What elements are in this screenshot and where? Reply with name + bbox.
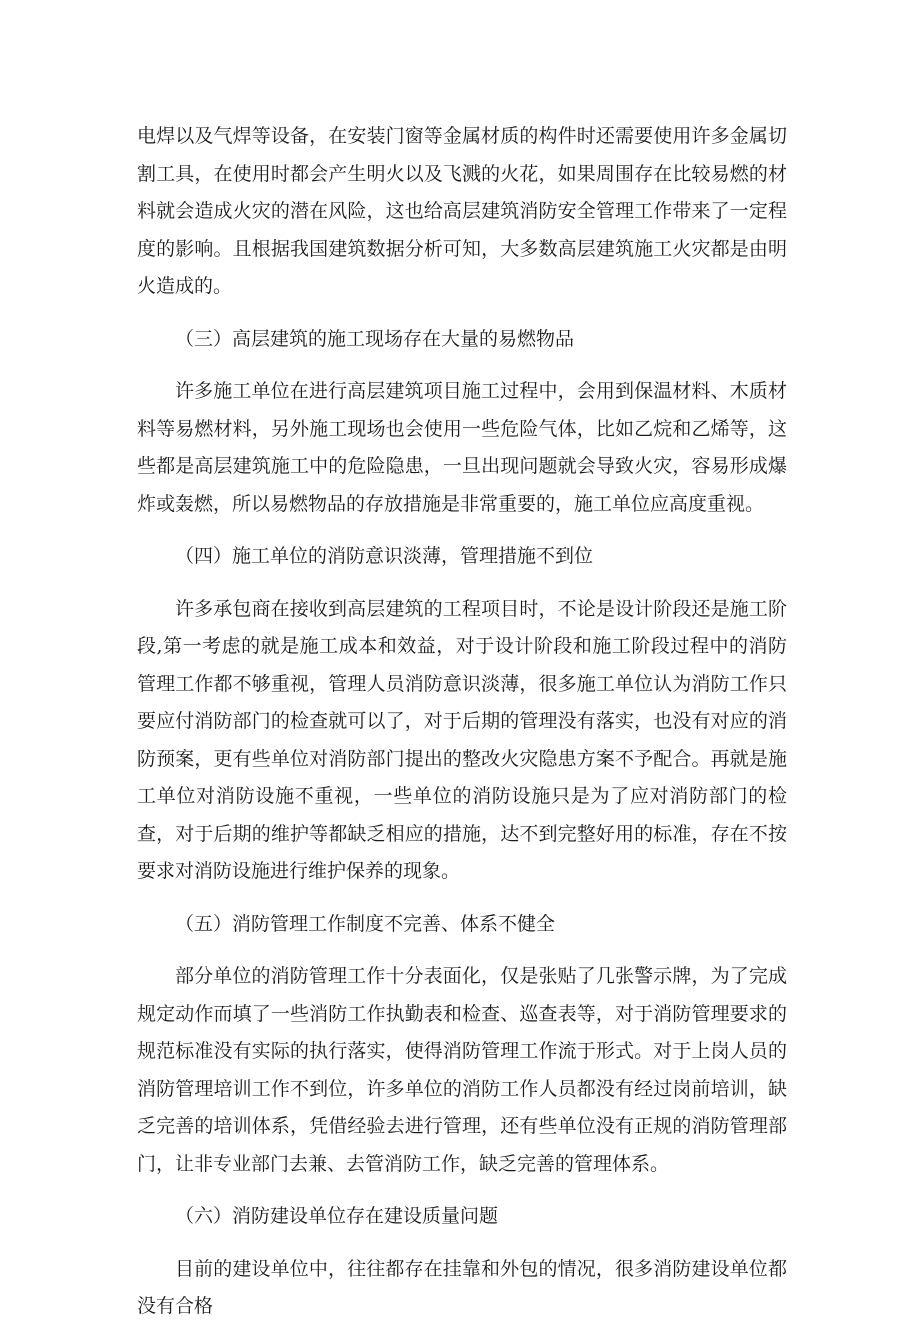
section-heading-3: （三）高层建筑的施工现场存在大量的易燃物品 [175,327,575,350]
spacer [137,523,787,538]
section-heading-6: （六）消防建设单位存在建设质量问题 [175,1205,499,1227]
spacer [137,891,787,906]
paragraph-management-system: 部分单位的消防管理工作十分表面化，仅是张贴了几张警示牌，为了完成规定动作而填了一些消防工作执勤表和检查、巡查表等，对于消防管理要求的规范标准没有实际的执行落实，使得消防管理工作流于形式。对于上岗人员的消防管理培训工作不到位，许多单位的消防工作人员都没有经过岗前培训，缺乏完善的培训体系，凭借经验去进行管理，还有些单位没有正规的消防管理部门，让非专业部门去兼、去管消防工作，缺乏完善的管理体系。 [137,965,787,1175]
spacer [137,358,787,373]
paragraph-open-flame-risk: 电焊以及气焊等设备，在安装门窗等金属材质的构件时还需要使用许多金属切割工具，在使用时都会产生明火以及飞溅的火花，如果周围存在比较易燃的材料就会造成火灾的潜在风险，这也给高层建筑消防安全管理工作带来了一定程度的影响。且根据我国建筑数据分析可知，大多数高层建筑施工火灾都是由明火造成的。 [137,125,787,297]
spacer [137,576,787,591]
section-heading-5: （五）消防管理工作制度不完善、体系不健全 [175,912,556,935]
section-heading-4: （四）施工单位的消防意识淡薄，管理措施不到位 [175,545,594,567]
paragraph-construction-quality: 目前的建设单位中，往往都存在挂靠和外包的情况，很多消防建设单位都没有合格 [137,1257,787,1317]
paragraph-fire-awareness: 许多承包商在接收到高层建筑的工程项目时，不论是设计阶段还是施工阶段,第一考虑的就是施工成本和效益，对于设计阶段和施工阶段过程中的消防管理工作都不够重视，管理人员消防意识淡薄，很多施工单位认为消防工作只要应付消防部门的检查就可以了，对于后期的管理没有落实，也没有对应的消防预案，更有些单位对消防部门提出的整改火灾隐患方案不予配合。再就是施工单位对消防设施不重视，一些单位的消防设施只是为了应对消防部门的检查，对于后期的维护等都缺乏相应的措施，达不到完整好用的标准，存在不按要求对消防设施进行维护保养的现象。 [137,597,787,882]
spacer [137,1183,787,1198]
paragraph-flammable-materials: 许多施工单位在进行高层建筑项目施工过程中，会用到保温材料、木质材料等易燃材料，另外施工现场也会使用一些危险气体，比如乙烷和乙烯等，这些都是高层建筑施工中的危险隐患，一旦出现问题就会导致火灾，容易形成爆炸或轰燃，所以易燃物品的存放措施是非常重要的，施工单位应高度重视。 [137,380,787,515]
spacer [137,1236,787,1251]
spacer [137,943,787,958]
spacer [137,306,787,321]
document-body [137,118,787,1326]
